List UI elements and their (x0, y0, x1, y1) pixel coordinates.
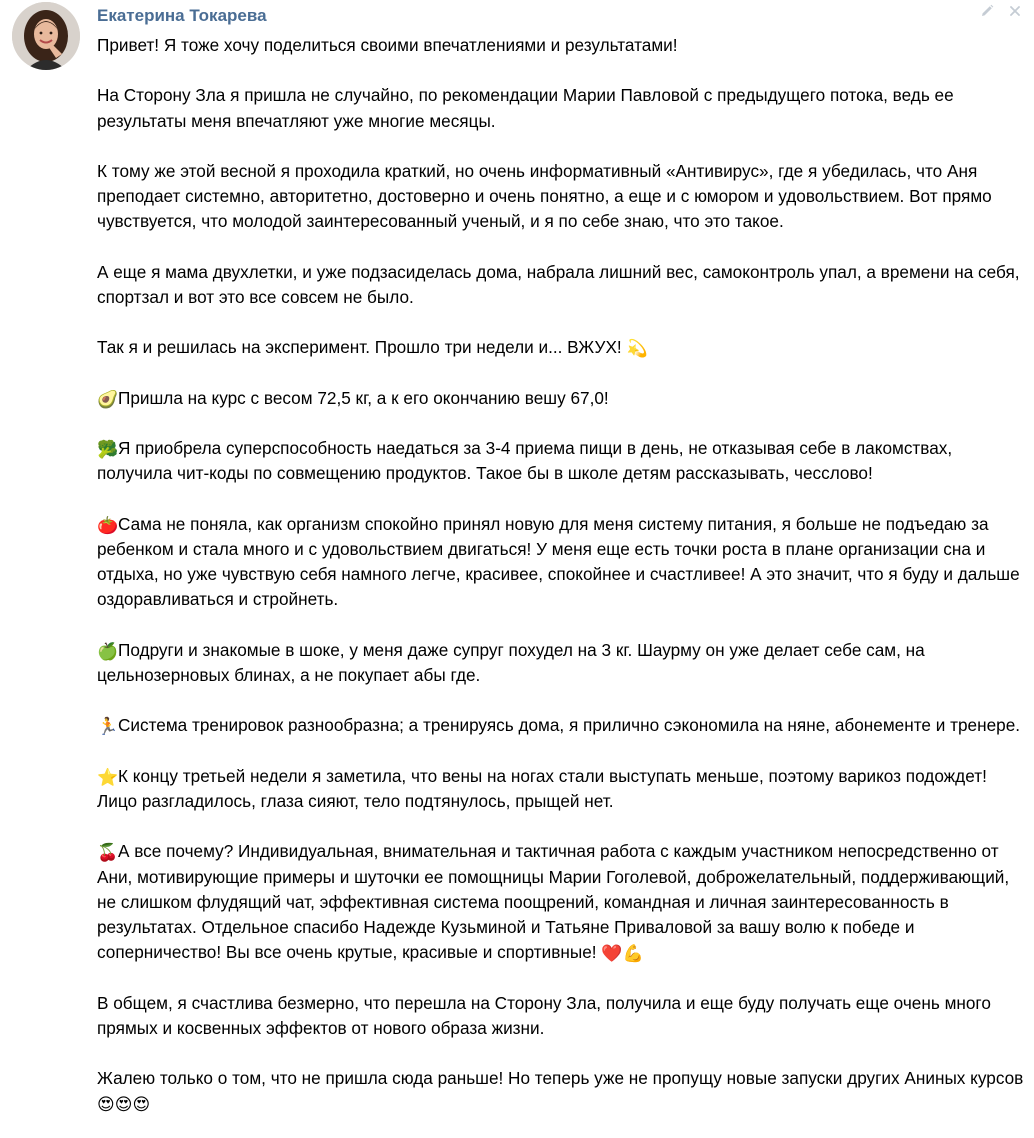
message-paragraph (97, 638, 1027, 688)
star-icon: ⭐ (97, 767, 119, 788)
broccoli-icon: 🥦 (97, 440, 119, 461)
pencil-icon[interactable] (980, 4, 994, 18)
close-icon[interactable] (1008, 4, 1022, 18)
message-paragraph (97, 764, 1027, 814)
message-paragraph (97, 386, 1027, 411)
trailing-emoji-icon: ❤️💪 (601, 944, 644, 965)
paragraph-text: А все почему? Индивидуальная, внимательная и тактичная работа с каждым участником непосредственно от Ани, мотивирующие примеры и шуточки ее помощницы Марии Гоголевой, доброжелательный, поддерживающий, не слишком флудящий чат, эффективная система поощрений, командная и личная заинтересованность в результатах. Отдельное спасибо Надежде Кузьминой и Татьяне Приваловой за вашу волю к победе и соперничество! Вы все очень крутые, красивые и спортивные! (97, 841, 1010, 963)
message-paragraph (97, 335, 1027, 360)
paragraph-text: Жалею только о том, что не пришла сюда раньше! Но теперь уже не пропущу новые запуски других Аниных курсов (97, 1068, 1024, 1089)
trailing-emoji-icon: 😍😍😍 (97, 1095, 151, 1116)
paragraph-text: К тому же этой весной я проходила краткий, но очень информативный «Антивирус», где я убедилась, что Аня преподает системно, авторитетно, достоверно и очень понятно, а еще и с юмором и удовольствием. Вот прямо чувствуется, что молодой заинтересованный ученый, и я по себе знаю, что это такое. (97, 160, 992, 232)
paragraph-text: К концу третьей недели я заметила, что вены на ногах стали выступать меньше, поэтому варикоз подождет! Лицо разгладилось, глаза сияют, тело подтянулось, прыщей нет. (97, 765, 987, 811)
trailing-emoji-icon: 💫 (626, 339, 648, 360)
runner-icon: 🏃 (97, 717, 119, 738)
avatar-photo (12, 2, 80, 70)
message-paragraph (97, 436, 1027, 486)
paragraph-text: Система тренировок разнообразна; а тренируясь дома, я прилично сэкономила на няне, абонементе и тренере. (118, 715, 1021, 736)
message-paragraph (97, 1066, 1027, 1116)
avocado-icon: 🥑 (97, 389, 119, 410)
paragraph-text: Пришла на курс с весом 72,5 кг, а к его окончанию вешу 67,0! (118, 387, 609, 408)
paragraph-text: Привет! Я тоже хочу поделиться своими впечатлениями и результатами! (97, 35, 678, 55)
message-paragraph (97, 159, 1027, 235)
paragraph-text: Сама не поняла, как организм спокойно принял новую для меня систему питания, я больше не подъедаю за ребенком и стала много и с удовольствием двигаться! У меня еще есть точки роста в плане организации сна и отдыха, но уже чувствую себя намного легче, красивее, спокойнее и счастливее! А это значит, что я буду и дальше оздоравливаться и стройнеть. (97, 513, 1020, 610)
message-paragraph (97, 839, 1027, 965)
paragraph-text: Подруги и знакомые в шоке, у меня даже супруг похудел на 3 кг. Шаурму он уже делает себе сам, на цельнозерновых блинах, а не покупает абы где. (97, 639, 925, 685)
message-paragraph (97, 713, 1027, 738)
message-paragraph (97, 33, 1027, 58)
message-paragraph (97, 512, 1027, 613)
post-actions (980, 4, 1022, 18)
paragraph-text: Так я и решилась на эксперимент. Прошло три недели и... ВЖУХ! (97, 337, 622, 358)
message-paragraph (97, 83, 1027, 133)
paragraph-text: В общем, я счастлива безмерно, что перешла на Сторону Зла, получила и еще буду получать еще очень много прямых и косвенных эффектов от нового образа жизни. (97, 992, 991, 1038)
avatar[interactable] (12, 2, 80, 70)
green-apple-icon: 🍏 (97, 641, 119, 662)
paragraph-text: А еще я мама двухлетки, и уже подзасиделась дома, набрала лишний вес, самоконтроль упал, а времени на себя, спортзал и вот это все совсем не было. (97, 261, 1020, 307)
message-paragraph (97, 260, 1027, 310)
cherries-icon: 🍒 (97, 843, 119, 864)
paragraph-text: На Сторону Зла я пришла не случайно, по рекомендации Марии Павловой с предыдущего потока, ведь ее результаты меня впечатляют уже многие месяцы. (97, 85, 954, 131)
paragraph-text: Я приобрела суперспособность наедаться за 3-4 приема пищи в день, не отказывая себе в лакомствах, получила чит-коды по совмещению продуктов. Такое бы в школе детям рассказывать, чесслово! (97, 438, 953, 484)
author-name[interactable]: Екатерина Токарева (97, 6, 267, 25)
message-body (97, 33, 1027, 1117)
tomato-icon: 🍅 (97, 515, 119, 536)
message-paragraph (97, 991, 1027, 1041)
